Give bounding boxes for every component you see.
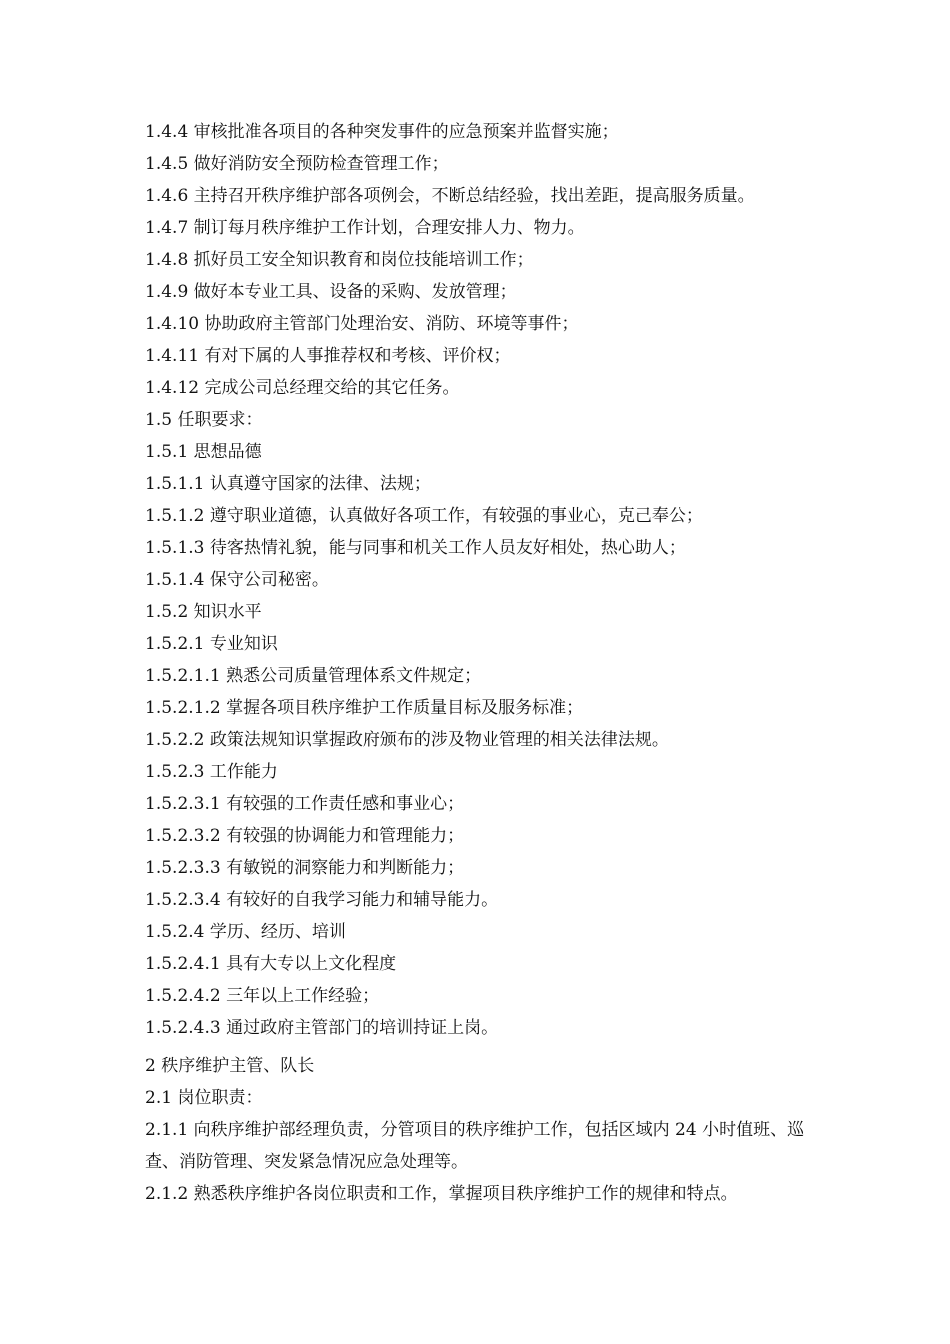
text-line: 1.4.4 审核批准各项目的各种突发事件的应急预案并监督实施；	[145, 122, 619, 142]
text-line: 2.1.2 熟悉秩序维护各岗位职责和工作，掌握项目秩序维护工作的规律和特点。	[145, 1184, 738, 1204]
text-line: 1.5.2.3.2 有较强的协调能力和管理能力；	[145, 826, 465, 846]
text-line: 1.5.2.1.2 掌握各项目秩序维护工作质量目标及服务标准；	[145, 698, 584, 718]
text-line: 1.5.1.3 待客热情礼貌，能与同事和机关工作人员友好相处，热心助人；	[145, 538, 686, 558]
text-line: 1.5.1.1 认真遵守国家的法律、法规；	[145, 474, 431, 494]
document-body	[145, 116, 825, 1210]
text-line: 1.4.5 做好消防安全预防检查管理工作；	[145, 154, 449, 174]
section-heading: 1.5 任职要求：	[145, 410, 263, 430]
subsection-heading: 1.5.1 思想品德	[145, 442, 262, 462]
subsection-heading: 1.5.2.1 专业知识	[145, 634, 278, 654]
text-line: 1.4.8 抓好员工安全知识教育和岗位技能培训工作；	[145, 250, 534, 270]
text-line: 1.4.10 协助政府主管部门处理治安、消防、环境等事件；	[145, 314, 579, 334]
section-heading: 2.1 岗位职责：	[145, 1088, 263, 1108]
text-line: 1.4.9 做好本专业工具、设备的采购、发放管理；	[145, 282, 517, 302]
text-line: 1.5.1.4 保守公司秘密。	[145, 570, 329, 590]
text-line: 1.4.11 有对下属的人事推荐权和考核、评价权；	[145, 346, 511, 366]
text-line: 1.5.2.4.3 通过政府主管部门的培训持证上岗。	[145, 1018, 499, 1038]
text-line: 1.5.2.2 政策法规知识掌握政府颁布的涉及物业管理的相关法律法规。	[145, 730, 669, 750]
text-line: 1.4.6 主持召开秩序维护部各项例会，不断总结经验，找出差距，提高服务质量。	[145, 186, 755, 206]
text-line: 1.5.2.3.3 有敏锐的洞察能力和判断能力；	[145, 858, 465, 878]
text-line: 1.5.2.1.1 熟悉公司质量管理体系文件规定；	[145, 666, 482, 686]
subsection-heading: 1.5.2.3 工作能力	[145, 762, 278, 782]
text-line: 1.5.2.4.1 具有大专以上文化程度	[145, 954, 397, 974]
text-line: 1.4.12 完成公司总经理交给的其它任务。	[145, 378, 460, 398]
text-line: 1.5.1.2 遵守职业道德，认真做好各项工作，有较强的事业心，克己奉公；	[145, 506, 703, 526]
text-line: 1.5.2.4.2 三年以上工作经验；	[145, 986, 380, 1006]
text-line: 1.5.2.3.1 有较强的工作责任感和事业心；	[145, 794, 465, 814]
text-paragraph: 2.1.1 向秩序维护部经理负责，分管项目的秩序维护工作，包括区域内 24 小时值班、巡查、消防管理、突发紧急情况应急处理等。	[145, 1120, 805, 1172]
subsection-heading: 1.5.2.4 学历、经历、培训	[145, 922, 346, 942]
text-line: 1.5.2.3.4 有较好的自我学习能力和辅导能力。	[145, 890, 499, 910]
text-line: 1.4.7 制订每月秩序维护工作计划，合理安排人力、物力。	[145, 218, 585, 238]
subsection-heading: 1.5.2 知识水平	[145, 602, 262, 622]
chapter-heading: 2 秩序维护主管、队长	[145, 1056, 315, 1076]
